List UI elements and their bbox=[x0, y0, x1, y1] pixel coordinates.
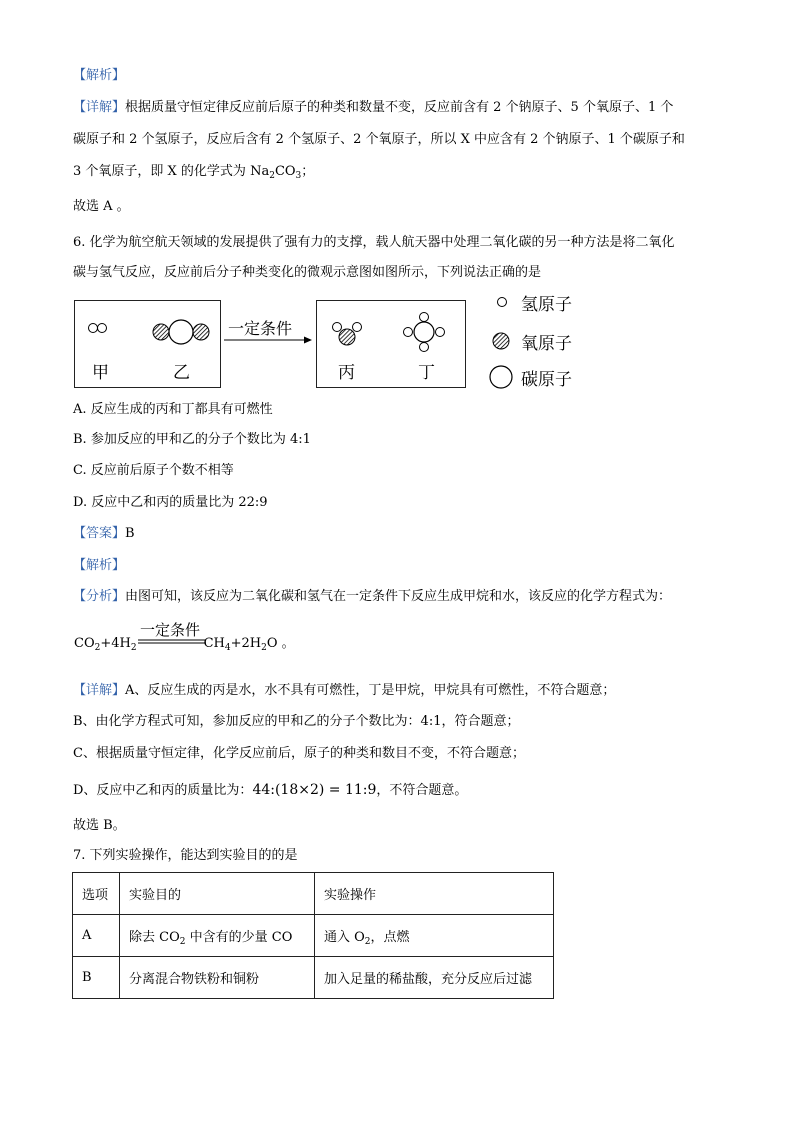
analysis-tag: 【解析】 bbox=[73, 68, 126, 83]
detail-tag: 【详解】 bbox=[73, 100, 126, 115]
formula-end: ； bbox=[301, 164, 315, 179]
eq-co2: CO bbox=[74, 636, 95, 651]
option-d: D. 反应中乙和丙的质量比为 22:9 bbox=[73, 495, 268, 510]
legend-carbon-icon bbox=[490, 366, 512, 388]
water-molecule bbox=[333, 323, 362, 346]
eq-h2o: +2H bbox=[230, 636, 262, 651]
detail-d-math: 44:(18×2) = 11:9 bbox=[252, 782, 377, 798]
table-row bbox=[73, 957, 554, 999]
formula-sub: 3 bbox=[295, 171, 302, 181]
reaction-condition-label: 一定条件 bbox=[228, 319, 293, 338]
detail-c-line: C、根据质量守恒定律，化学反应前后，原子的种类和数目不变，不符合题意； bbox=[73, 746, 525, 761]
detail-a-line bbox=[73, 681, 615, 701]
header-option: 选项 bbox=[73, 873, 120, 915]
answer-line bbox=[73, 524, 135, 544]
legend-hydrogen-label: 氢原子 bbox=[521, 295, 572, 315]
header-purpose: 实验目的 bbox=[120, 873, 315, 915]
label-yi: 乙 bbox=[173, 363, 190, 383]
detail-b-line: B、由化学方程式可知，参加反应的甲和乙的分子个数比为：4:1，符合题意； bbox=[73, 714, 520, 729]
detail-text-3: 3 个氧原子，即 X 的化学式为 bbox=[73, 164, 251, 179]
carbon-dioxide-molecule bbox=[153, 320, 209, 344]
hydrogen-molecule bbox=[89, 324, 107, 333]
question-6-line-2: 碳与氢气反应，反应前后分子种类变化的微观示意图如图所示，下列说法正确的是 bbox=[73, 265, 542, 280]
answer-value: B bbox=[125, 526, 135, 541]
eq-sub: 2 bbox=[94, 643, 101, 653]
row-b-purpose: 分离混合物铁粉和铜粉 bbox=[120, 957, 315, 999]
detail-d-end: ，不符合题意。 bbox=[376, 783, 468, 798]
row-a-operation: 通入 $O_2$，点燃 bbox=[315, 915, 554, 957]
row-a-purpose: 除去 $CO_2$ 中含有的少量 CO bbox=[120, 915, 315, 957]
label-ding: 丁 bbox=[418, 363, 435, 383]
eq-h2: +4H bbox=[100, 636, 131, 651]
label-bing: 丙 bbox=[338, 363, 355, 383]
methane-molecule bbox=[404, 313, 445, 352]
row-a-option: A bbox=[73, 915, 120, 957]
eq-end: O 。 bbox=[266, 636, 295, 651]
legend-hydrogen-icon bbox=[498, 298, 507, 307]
detail-d-line bbox=[73, 780, 467, 801]
molecule-diagram bbox=[0, 0, 794, 420]
fenxi-line bbox=[73, 587, 671, 607]
fenxi-tag: 【分析】 bbox=[73, 589, 126, 604]
table-row bbox=[73, 915, 554, 957]
answer-choice-q5: 故选 A 。 bbox=[73, 199, 130, 214]
eq-sub: 2 bbox=[261, 643, 267, 653]
row-b-operation: 加入足量的稀盐酸，充分反应后过滤 bbox=[315, 957, 554, 999]
experiment-table bbox=[72, 872, 554, 999]
eq-sub: 4 bbox=[224, 643, 231, 653]
answer-tag: 【答案】 bbox=[73, 526, 126, 541]
detail-a-text: A、反应生成的丙是水，水不具有可燃性，丁是甲烷，甲烷具有可燃性，不符合题意； bbox=[125, 683, 616, 698]
question-6-line-1: 6. 化学为航空航天领域的发展提供了强有力的支撑，载人航天器中处理二氧化碳的另一种方法是将二氧化 bbox=[73, 235, 675, 250]
fenxi-text: 由图可知，该反应为二氧化碳和氢气在一定条件下反应生成甲烷和水，该反应的化学方程式为： bbox=[125, 589, 672, 604]
eq-condition: 一定条件 bbox=[140, 621, 201, 639]
eq-sub: 2 bbox=[130, 643, 137, 653]
legend-oxygen-label: 氧原子 bbox=[521, 334, 572, 354]
option-b: B. 参加反应的甲和乙的分子个数比为 4:1 bbox=[73, 432, 311, 447]
formula-sub: 2 bbox=[269, 171, 275, 181]
detail-d-text: D、反应中乙和丙的质量比为： bbox=[73, 783, 253, 798]
formula-na: Na bbox=[250, 164, 270, 179]
legend-oxygen-icon bbox=[493, 333, 509, 349]
eq-ch4: CH bbox=[203, 636, 225, 651]
detail-text: 根据质量守恒定律反应前后原子的种类和数量不变，反应前含有 2 个钠原子、5 个氧原子、1 个 bbox=[125, 100, 674, 115]
row-b-option: B bbox=[73, 957, 120, 999]
formula-co: CO bbox=[274, 164, 296, 179]
analysis-tag-q6: 【解析】 bbox=[73, 558, 126, 573]
detail-paragraph-line-2: 碳原子和 2 个氢原子，反应后含有 2 个氢原子、2 个氧原子，所以 X 中应含有 2 个钠原子、1 个碳原子和 bbox=[73, 132, 685, 147]
question-7-title: 7. 下列实验操作，能达到实验目的的是 bbox=[73, 848, 298, 863]
option-a: A. 反应生成的丙和丁都具有可燃性 bbox=[73, 402, 273, 417]
legend-carbon-label: 碳原子 bbox=[521, 370, 572, 390]
header-operation: 实验操作 bbox=[315, 873, 554, 915]
table-header-row bbox=[73, 873, 554, 915]
option-c: C. 反应前后原子个数不相等 bbox=[73, 463, 234, 478]
eq-double-line bbox=[138, 638, 208, 646]
answer-choice-q6: 故选 B。 bbox=[73, 818, 126, 833]
label-jia: 甲 bbox=[92, 363, 109, 383]
detail-tag: 【详解】 bbox=[73, 683, 126, 698]
